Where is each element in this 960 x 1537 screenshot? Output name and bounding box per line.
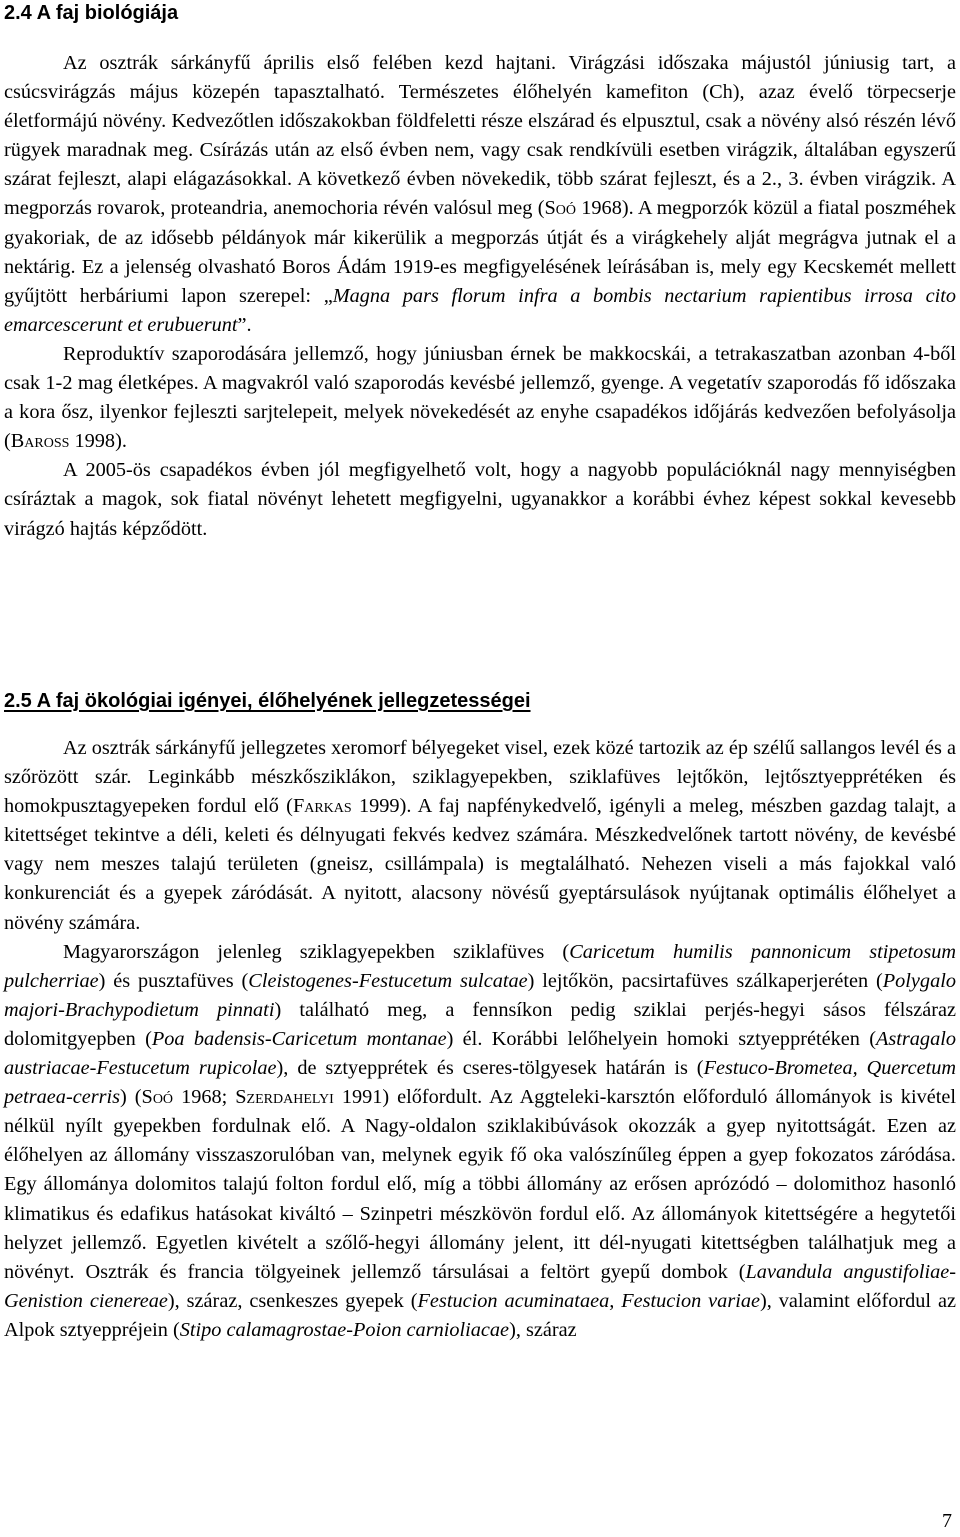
section-2-4-body [4, 49, 956, 544]
text-run: 1999). A faj napfénykedvelő, igényli a meleg, mészben gazdag talajt, a kitettséget tekintve a déli, keleti és délnyugati fekvés kedvez számára. Mészkedvelőnek tartott növény, de kevésbé vagy nem meszes talajú területen (gneisz, csillámpala) is megtalálható. Nehezen viseli a más fajokkal való konkurenciát és a gyepek záródását. A nyitott, alacsony növésű gyeptársulások nyújtanak optimális élőhelyet a növény számára. [4, 795, 956, 934]
text-run: 1968). A megporzók közül a fiatal poszméhek gyakoriak, de az idősebb példányok már kikerülik a megporzás útját és a virágkehely alját megrágva jutnak el a nektárig. Ez a jelenség olvasható Boros Ádám 1919-es megfigyelésének leírásában is, mely egy Kecskemét mellett gyűjtött herbáriumi lapon szerepel: „ [4, 197, 956, 307]
text-run: 1968; [173, 1086, 236, 1109]
text-run: ) él. Korábbi lelőhelyein homoki sztyepprétéken ( [446, 1027, 876, 1050]
section-heading-2-4: 2.4 A faj biológiája [4, 2, 179, 24]
text-run: ”. [237, 313, 252, 336]
author-citation: Szerdahelyi [235, 1086, 334, 1109]
text-run: Az osztrák sárkányfű jellegzetes xeromorf bélyegeket visel, ezek közé tartozik az ép szélű sallangos levél és a szőrözött szár. Leginkább mészkősziklákon, sziklagyepekben, sziklafüves lejtőkön, lejtősztyepprétéken és homokpusztagyepeken fordul elő ( [4, 737, 956, 818]
text-run: 1998). [69, 430, 127, 453]
italic-term: Festuco-Brometea, Quercetum petraea-cerris [4, 1057, 956, 1109]
section-heading-2-5: 2.5 A faj ökológiai igényei, élőhelyének jellegzetességei [4, 690, 531, 712]
italic-term: Caricetum humilis pannonicum stipetosum pulcherriae [4, 940, 957, 992]
italic-term: Magna pars florum infra a bombis nectarium rapientibus irrosa cito emarcescerunt et erubuerunt [4, 284, 956, 336]
text-run: Az osztrák sárkányfű április első felében kezd hajtani. Virágzási időszaka májustól júniusig tart, a csúcsvirágzás május közepén tapasztalható. Természetes élőhelyén kamefiton (Ch), azaz évelő törpecserje életformájú növény. Kedvezőtlen időszakokban földfeletti része elszárad és elpusztul, csak a növény alsó részén lévő rügyek maradnak meg. Csírázás után az első évben nem, vagy csak rendkívüli esetben virágzik, általában egyszerű szárat fejleszt, alapi elágazásokkal. A következő évben növekedik, több szárat fejleszt, és a 2., 3. évben virágzik. A megporzás rovarok, proteandria, anemochoria révén valósul meg ( [4, 52, 956, 220]
text-run: ), valamint előfordul az Alpok sztyeppréjein ( [4, 1289, 956, 1341]
italic-term: Cleistogenes-Festucetum sulcatae [248, 969, 528, 992]
text-run: 1991) előfordult. Az Aggteleki-karsztón előforduló állományok is kivétel nélkül nyílt gyepekben fordulnak elő. A Nagy-oldalon sziklakibúvások okozzák a gyep nyitottságát. Ezen az élőhelyen az állomány visszaszorulóban van, melynek egyik fő oka valószínűleg éppen a gyep fokozatos záródása. Egy állománya dolomitos talajú folton fordul elő, míg a többi állomány az erősen aprózódó – dolomithoz hasonló klimatikus és edafikus hatásokat kiváltó – Szinpetri mészkövön fordul elő. Az állományok kitettségére a hegytetői helyzet jellemző. Egyetlen kivételt a szőlő-hegyi állomány jelent, itt dél-nyugati kitettségben találhatjuk meg a növényt. Osztrák és francia tölgyeinek jellemző társulásai a feltört gyepű dombok ( [4, 1086, 957, 1283]
text-run: ), száraz [509, 1318, 577, 1341]
paragraph [4, 340, 956, 456]
italic-term: Lavandula angustifoliae-Genistion cienereae [4, 1260, 956, 1312]
text-run: ) és pusztafüves ( [98, 969, 249, 992]
author-citation: Farkas [292, 795, 352, 818]
text-run: ) ( [120, 1086, 142, 1109]
text-run: ), száraz, csenkeszes gyepek ( [167, 1289, 418, 1312]
author-citation: Baross [10, 430, 70, 453]
page-number: 7 [942, 1510, 952, 1532]
text-run: Reproduktív szaporodására jellemző, hogy júniusban érnek be makkocskái, a tetrakaszatban azonban 4-ből csak 1-2 mag életképes. A magvakról való szaporodás kevésbé jellemző, gyenge. A vegetatív szaporodás fő időszaka a kora ősz, ilyenkor fejleszti sarjtelepeit, melyek növekedését az enyhe csapadékos időjárás kedvezően befolyásolja ( [4, 342, 956, 453]
paragraph [4, 938, 956, 1345]
author-citation: Soó [141, 1086, 174, 1109]
text-run: Magyarországon jelenleg sziklagyepekben sziklafüves ( [63, 940, 570, 963]
paragraph [4, 734, 956, 938]
italic-term: Polygalo majori-Brachypodietum pinnati [4, 969, 956, 1021]
text-run: ) lejtőkön, pacsirtafüves szálkaperjeréten ( [527, 969, 883, 992]
text-run: ) található meg, a fennsíkon pedig sziklai perjés-hegyi sásos félszáraz dolomitgyepben ( [4, 998, 956, 1050]
italic-term: Poa badensis-Caricetum montanae [151, 1027, 447, 1050]
italic-term: Stipo calamagrostae-Poion carnioliacae [179, 1318, 510, 1341]
paragraph [4, 49, 956, 340]
text-run: A 2005-ös csapadékos évben jól megfigyelhető volt, hogy a nagyobb populációknál nagy mennyiségben csíráztak a magok, sok fiatal növényt lehetett megfigyelni, ugyanakkor a korábbi évhez képest sokkal kevesebb virágzó hajtás képződött. [4, 459, 956, 540]
italic-term: Astragalo austriacae-Festucetum rupicolae [4, 1027, 956, 1080]
author-citation: Soó [544, 197, 576, 220]
section-2-5-body [4, 734, 956, 1345]
italic-term: Festucion acuminataea, Festucion variae [417, 1289, 760, 1312]
text-run: ), de sztyepprétek és cseres-tölgyesek határán is ( [276, 1057, 704, 1080]
paragraph [4, 456, 956, 543]
